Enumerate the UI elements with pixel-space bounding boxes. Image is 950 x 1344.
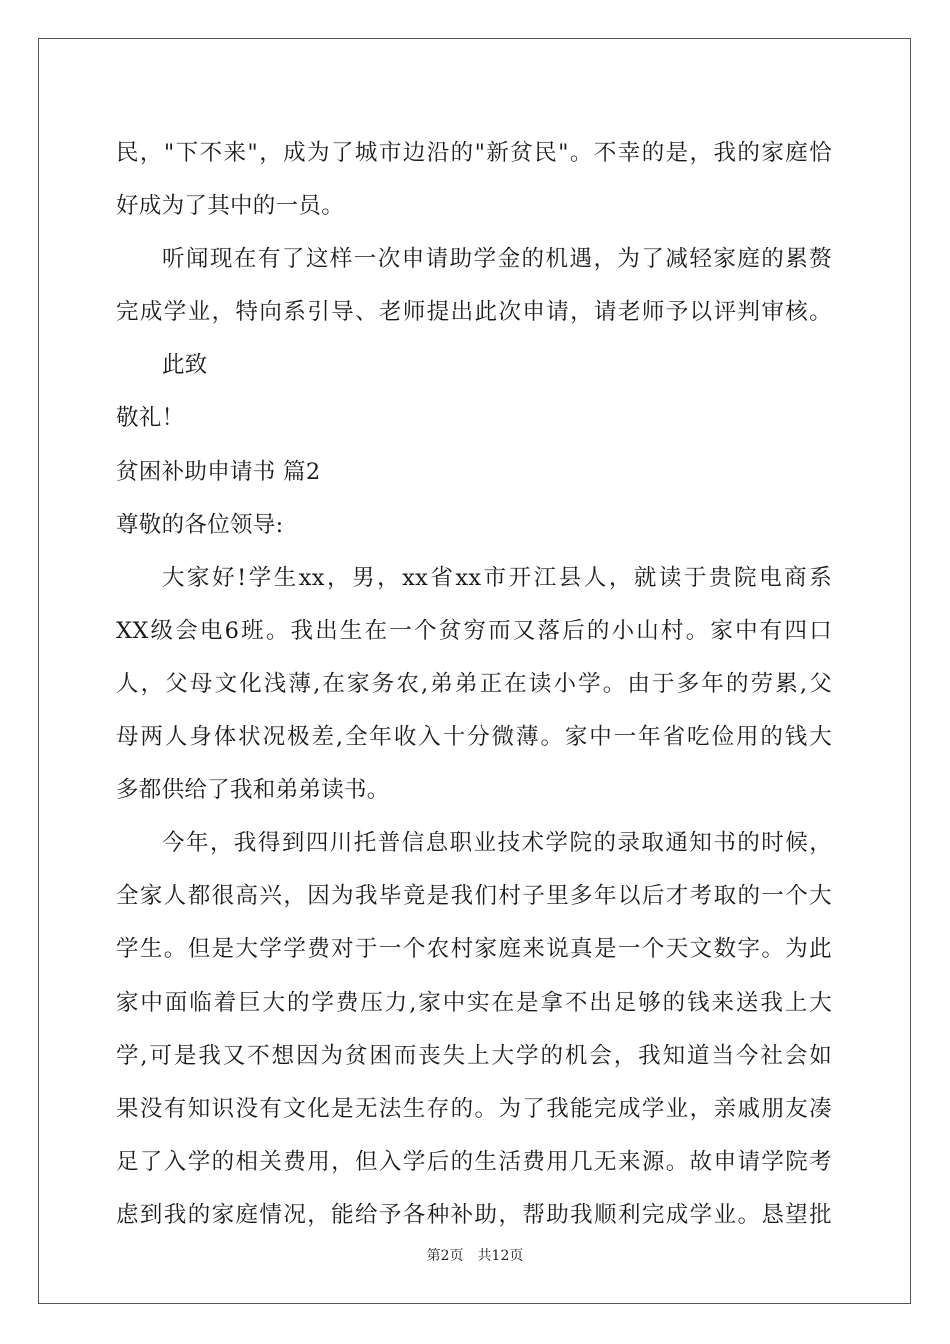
text-line: 完成学业，特向系引导、老师提出此次申请，请老师予以评判审核。 (116, 299, 832, 326)
paragraph-start-line: 大家好!学生xx，男，xx省xx市开江县人，就读于贵院电商系 (162, 564, 832, 591)
text-line: 足了入学的相关费用，但入学后的生活费用几无来源。故申请学院考 (116, 1148, 832, 1175)
text-line: 民，"下不来"，成为了城市边沿的"新贫民"。不幸的是，我的家庭恰 (116, 140, 832, 166)
text-line: 全家人都很高兴，因为我毕竟是我们村子里多年以后才考取的一个大 (116, 883, 832, 910)
text-line: 学,可是我又不想因为贫困而丧失上大学的机会，我知道当今社会如 (116, 1042, 832, 1069)
text-line: 虑到我的家庭情况，能给予各种补助，帮助我顺利完成学业。恳望批 (116, 1201, 832, 1228)
page-total: 共12页 (477, 1248, 524, 1264)
page-number: 第2页 (426, 1248, 464, 1264)
text-line: 家中面临着巨大的学费压力,家中实在是拿不出足够的钱来送我上大 (116, 989, 832, 1016)
text-line: 母两人身体状况极差,全年收入十分微薄。家中一年省吃俭用的钱大 (116, 724, 832, 751)
text-line: 人，父母文化浅薄,在家务农,弟弟正在读小学。由于多年的劳累,父 (116, 670, 832, 697)
text-line: 好成为了其中的一员。 (116, 193, 345, 220)
paragraph-start-line: 今年，我得到四川托普信息职业技术学院的录取通知书的时候， (162, 830, 832, 857)
text-line: 多都供给了我和弟弟读书。 (116, 777, 390, 804)
section-heading: 贫困补助申请书 篇2 (116, 458, 321, 485)
document-body (116, 127, 832, 1242)
text-line: XX级会电6班。我出生在一个贫穷而又落后的小山村。家中有四口 (116, 617, 832, 644)
paragraph-start-line: 听闻现在有了这样一次申请助学金的机遇，为了减轻家庭的累赘 (162, 246, 832, 273)
greeting-line: 尊敬的各位领导: (116, 511, 284, 538)
text-line: 果没有知识没有文化是无法生存的。为了我能完成学业，亲戚朋友凑 (116, 1095, 832, 1122)
text-line: 学生。但是大学学费对于一个农村家庭来说真是一个天文数字。为此 (116, 936, 832, 963)
closing-regards: 敬礼！ (116, 405, 185, 432)
page-footer (0, 1246, 950, 1266)
closing-salutation: 此致 (162, 352, 208, 379)
